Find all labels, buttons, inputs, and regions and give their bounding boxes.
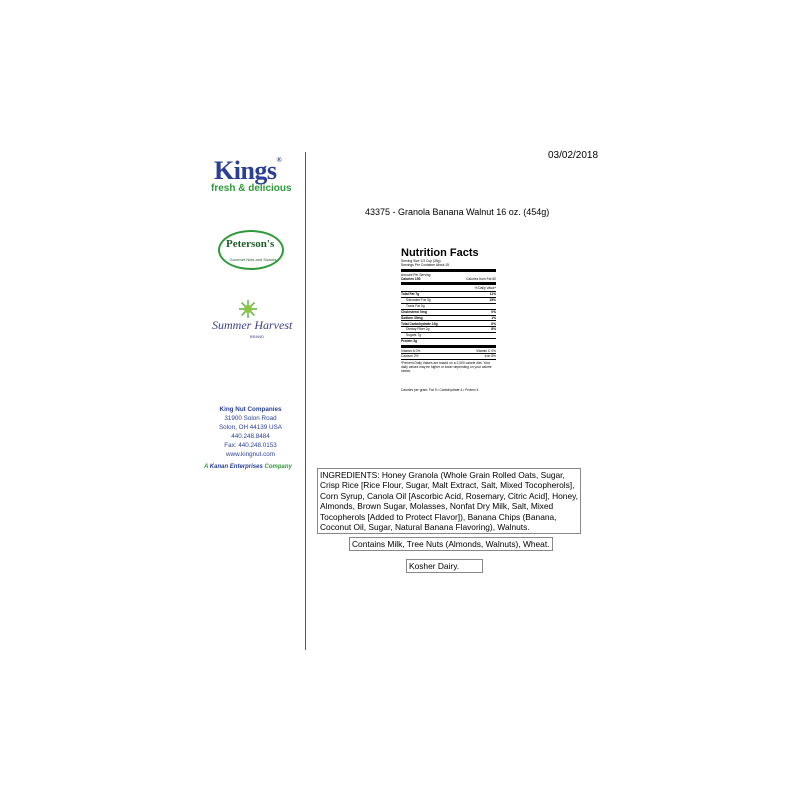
company-fax: Fax: 440.248.0153 [224, 442, 277, 449]
protein-row: Protein 3g [401, 339, 418, 344]
dv-header: % Daily Value* [474, 286, 496, 291]
company-web: www.kingnut.com [226, 451, 275, 458]
nf-divider [401, 269, 496, 272]
product-title: 43375 - Granola Banana Walnut 16 oz. (454g) [365, 207, 550, 217]
summer-harvest-brand: BRAND [250, 334, 265, 339]
summer-harvest-logo: Summer Harvest [212, 318, 293, 332]
sugars-row: Sugars 7g [406, 333, 422, 338]
vertical-divider [305, 152, 306, 650]
petersons-logo-tagline: Gourmet Nuts and Snacks [229, 257, 277, 262]
servings-per-container: Servings Per Container About 15 [401, 263, 450, 268]
nf-calories-per-gram: Calories per gram: Fat 9 • Carbohydrate 4 • Protein 4 [401, 387, 479, 392]
amount-per-serving: Amount Per Serving [401, 272, 431, 277]
company-address [208, 405, 293, 459]
calories-row: Calories 150 Calories from Fat 60 [401, 276, 496, 281]
total-fat-row: Total Fat 7g 11% [401, 292, 496, 297]
nf-divider [401, 345, 496, 348]
parent-company: A Kanan Enterprises Company [204, 464, 292, 470]
nutrition-title: Nutrition Facts [401, 247, 479, 259]
company-phone: 440.248.8484 [231, 433, 270, 440]
sodium-row: Sodium 30mg 1% [401, 315, 496, 320]
serving-size: Serving Size 1/3 Cup (30g) [401, 259, 441, 263]
document-date: 03/02/2018 [548, 150, 599, 161]
company-street: 31900 Solon Road [224, 415, 277, 422]
cholesterol-row: Cholesterol 0mg 0% [401, 309, 496, 314]
petersons-logo [218, 230, 284, 270]
sat-fat-row: Saturated Fat 3g 15% [406, 297, 496, 302]
petersons-logo-name: Peterson's [226, 238, 275, 250]
nf-footnote: *Percent Daily Values are based on a 2,000 calorie diet. Your daily values may be higher or lower depending on your calorie needs. [401, 360, 492, 374]
ingredients-box: INGREDIENTS: Honey Granola (Whole Grain Rolled Oats, Sugar, Crisp Rice [Rice Flour, Sugar, Malt Extract, Salt, Mixed Tocopherols], Corn Syrup, Canola Oil [Ascorbic Acid, Rosemary, Citric Acid], Honey, Almonds, Brown Sugar, Molasses, Nonfat Dry Milk, Salt, Mixed Tocopherols [Added to Protect Flavor]), Banana Chips (Banana, Coconut Oil, Sugar, Natural Banana Flavoring), Walnuts. [317, 468, 581, 534]
company-name: King Nut Companies [219, 406, 282, 413]
nutrition-facts-panel [401, 247, 496, 392]
carbs-row: Total Carbohydrate 19g 6% [401, 321, 496, 326]
fiber-row: Dietary Fiber 2g 8% [406, 327, 496, 332]
trans-fat-row: Trans Fat 0g [406, 303, 425, 308]
nf-dv-table [401, 374, 496, 388]
company-city: Solon, OH 44139 USA [218, 424, 282, 431]
kosher-statement: Kosher Dairy. [406, 559, 483, 573]
minerals-row: Calcium 2% Iron 8% [401, 354, 496, 359]
kings-tagline: fresh & delicious [211, 183, 292, 194]
kings-logo: Kings® [214, 156, 282, 185]
vitamins-row: Vitamin A 0% Vitamin C 0% [401, 348, 496, 353]
nf-divider [401, 282, 496, 285]
sun-icon [239, 300, 257, 318]
allergen-statement: Contains Milk, Tree Nuts (Almonds, Walnuts), Wheat. [349, 537, 553, 551]
